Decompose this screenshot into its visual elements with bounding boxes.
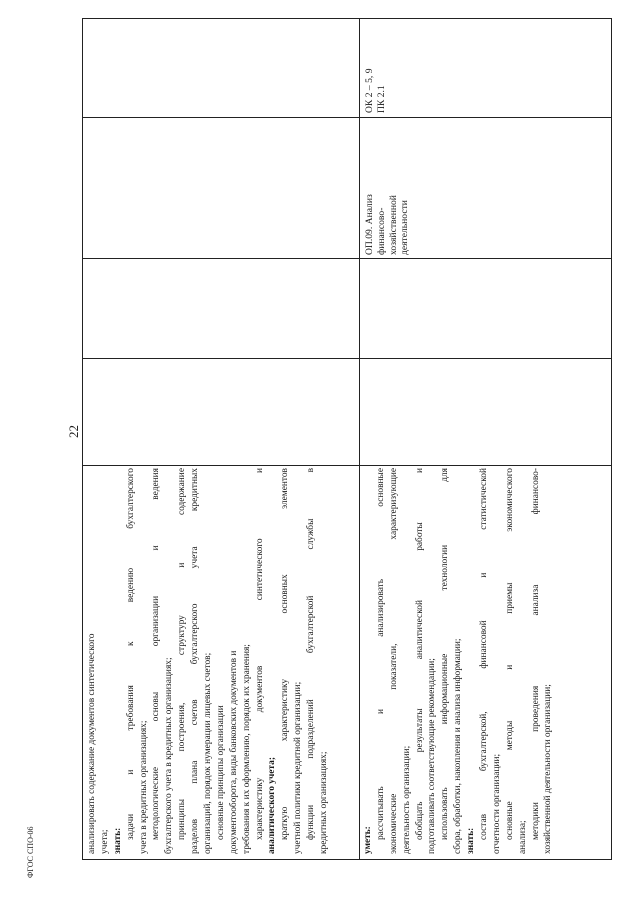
- text-line: основные принципы организации: [215, 705, 226, 840]
- competence-code-line: ОК 2 – 5, 9: [364, 68, 375, 113]
- document-footer: ФГОС СПО-06: [26, 826, 35, 878]
- text-line: подготавливать соответствующие рекомендации;: [427, 658, 438, 854]
- discipline-name-line: ОП.09. Анализ: [364, 194, 375, 255]
- section-heading-know: знать:: [112, 827, 123, 854]
- text-line: функции подразделений бухгалтерской службы в: [306, 468, 317, 840]
- text-line: требования к их оформлению, порядок их хранения;: [241, 644, 252, 854]
- page-number: 22: [66, 425, 81, 438]
- text-line: задачи и требования к ведению бухгалтерского: [125, 468, 136, 840]
- text-line: краткую характеристику основных элементов: [280, 468, 291, 840]
- section-heading-know: знать:: [466, 827, 477, 854]
- text-line: характеристику документов синтетического и: [254, 468, 265, 840]
- text-line: методики проведения анализа финансово-: [530, 468, 541, 840]
- discipline-name-line: деятельности: [399, 200, 411, 255]
- table-row-divider: [359, 18, 360, 860]
- text-line: анализировать содержание документов синтетического: [87, 633, 97, 854]
- text-line: хозяйственной деятельности организации;: [543, 684, 554, 854]
- text-line: документооборота, виды банковских документов и: [228, 650, 239, 854]
- table-col-divider-3: [82, 358, 612, 359]
- text-line: организаций, порядок нумерации лицевых счетов;: [203, 652, 214, 854]
- text-line: учета в кредитных организациях;: [138, 720, 149, 854]
- text-line: бухгалтерского учета в кредитных организациях;: [164, 657, 175, 854]
- row2-discipline-cell: [364, 161, 424, 255]
- text-line: отчетности организации;: [491, 753, 502, 854]
- text-line: методологические основы организации и ведения: [151, 468, 162, 840]
- text-line: состав бухгалтерской, финансовой и статистической: [479, 468, 490, 840]
- text-line: обобщать результаты аналитической работы и: [414, 468, 425, 840]
- text-line: использовать информационные технологии для: [440, 468, 451, 840]
- table-border-top: [82, 18, 612, 19]
- text-line: сбора, обработки, накопления и анализа информации;: [453, 638, 464, 854]
- text-line: разделов плана счетов бухгалтерского учета кредитных: [190, 468, 201, 854]
- text-line: учета;: [99, 829, 110, 854]
- text-line: принципы построения, структуру и содержание: [177, 468, 188, 840]
- table-border-right: [611, 18, 612, 860]
- table-border-bottom: [82, 859, 612, 860]
- text-line: рассчитывать и анализировать основные: [375, 468, 386, 840]
- text-line: деятельность организации;: [401, 745, 412, 854]
- text-line: анализа;: [517, 820, 528, 854]
- competence-code-line: ПК 2.1: [375, 85, 387, 113]
- row2-content-cell: [362, 468, 610, 854]
- table-border-left: [82, 18, 83, 860]
- row2-competence-cell: [364, 23, 394, 113]
- text-line: аналитического учета;: [267, 757, 278, 854]
- text-line: основные методы и приемы экономического: [504, 468, 515, 840]
- table-col-divider-2: [82, 258, 612, 259]
- section-heading-skills: уметь:: [363, 826, 373, 854]
- text-line: экономические показатели, характеризующие: [388, 468, 399, 854]
- row1-content-cell: [86, 468, 358, 854]
- table-col-divider-1: [82, 117, 612, 118]
- discipline-name-line: финансово-: [375, 207, 387, 255]
- table-col-divider-4: [82, 465, 612, 466]
- text-line: учетной политики кредитной организации;: [293, 681, 304, 854]
- text-line: кредитных организациях;: [319, 751, 330, 854]
- discipline-name-line: хозяйственной: [387, 195, 399, 255]
